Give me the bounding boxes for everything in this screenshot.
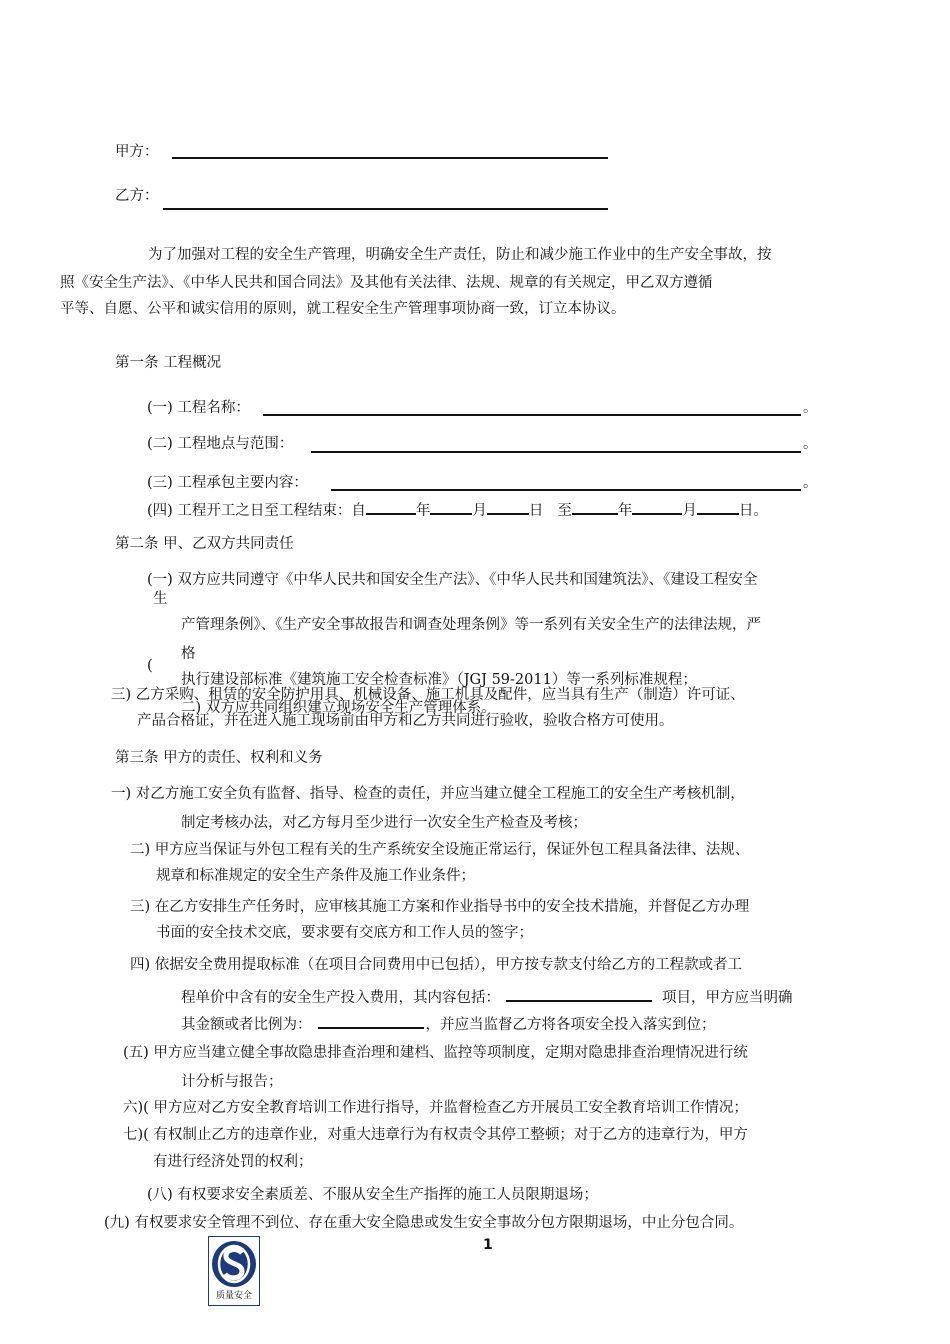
- year-label: 年: [415, 503, 431, 519]
- article3-item8-line1: (八) 有权要求安全素质差、不服从安全生产指挥的施工人员限期退场；: [147, 1187, 598, 1203]
- article3-item6-line1: 六)( 甲方应对乙方安全教育培训工作进行指导，并监督检查乙方开展员工安全教育培训工作情况；: [123, 1100, 748, 1116]
- article3-title: 第三条 甲方的责任、权利和义务: [115, 750, 323, 766]
- article1-item3: (三) 工程承包主要内容：: [147, 475, 308, 491]
- article3-item3-line1: 三) 在乙方安排生产任务时，应审核其施工方案和作业指导书中的安全技术措施，并督促乙方办理: [130, 899, 750, 915]
- page-number: 1: [483, 1237, 493, 1253]
- to-label: 至: [557, 503, 572, 519]
- article3-item5-line2: 计分析与报告；: [181, 1074, 283, 1090]
- start-day-blank[interactable]: [487, 499, 529, 515]
- article2-item2-paren: (: [147, 658, 153, 674]
- article2-item3-line2: 产品合格证，并在进入施工现场前由甲方和乙方共同进行验收，验收合格方可使用。: [137, 713, 674, 729]
- article1-item4: [147, 499, 768, 521]
- end-month-blank[interactable]: [632, 499, 682, 515]
- party-a-label: 甲方：: [115, 144, 159, 160]
- article2-item3-line1: 三) 乙方采购、租赁的安全防护用具、机械设备、施工机具及配件，应当具有生产（制造）许可证、: [111, 687, 745, 703]
- party-b-label: 乙方：: [115, 188, 159, 204]
- end-mark-1: 。: [803, 400, 818, 416]
- month-label-2: 月: [682, 503, 697, 519]
- month-label: 月: [472, 503, 487, 519]
- article2-item1-line3: 执行建设部标准《建筑施工安全检查标准》（JGJ 59-2011）等一系列标准规程；: [181, 672, 697, 688]
- party-b-blank[interactable]: [163, 208, 608, 210]
- party-a-blank[interactable]: [172, 157, 608, 159]
- article2-title: 第二条 甲、乙双方共同责任: [115, 536, 294, 552]
- article3-item2-line1: 二) 甲方应当保证与外包工程有关的生产系统安全设施正常运行，保证外包工程具备法律、法规、: [130, 842, 750, 858]
- item4-line3b: ，并应当监督乙方将各项安全投入落实到位；: [425, 1017, 716, 1033]
- intro-line-3: 平等、自愿、公平和诚实信用的原则，就工程安全生产管理事项协商一致，订立本协议。: [60, 301, 626, 317]
- article3-item3-line2: 书面的安全技术交底，要求要有交底方和工作人员的签字；: [156, 925, 533, 941]
- end-mark-2: 。: [803, 436, 818, 452]
- article3-item1-line1: 一) 对乙方施工安全负有监督、指导、检查的责任，并应当建立健全工程施工的安全生产考核机制，: [111, 786, 745, 802]
- intro-line-1: 为了加强对工程的安全生产管理，明确安全生产责任，防止和减少施工作业中的生产安全事故，按: [148, 247, 772, 263]
- article3-item1-line2: 制定考核办法，对乙方每月至少进行一次安全生产检查及考核；: [181, 815, 587, 831]
- intro-line-2: 照《安全生产法》、《中华人民共和国合同法》及其他有关法律、法规、规章的有关规定，甲乙双方遵循: [60, 275, 713, 291]
- end-mark-3: 。: [803, 475, 818, 491]
- article2-item1-line2: 产管理条例》、《生产安全事故报告和调查处理条例》等一系列有关安全生产的法律法规，严: [181, 617, 761, 633]
- article2-item1-line1: (一) 双方应共同遵守《中华人民共和国安全生产法》、《中华人民共和国建筑法》、《建设工程安全: [147, 572, 758, 588]
- item4-line2b: 项目，甲方应当明确: [662, 990, 793, 1006]
- project-location-blank[interactable]: [311, 451, 801, 453]
- quality-safety-logo: [208, 1236, 260, 1306]
- end-day-blank[interactable]: [697, 499, 739, 515]
- day-label: 日: [528, 503, 544, 519]
- article3-item9-line1: (九) 有权要求安全管理不到位、存在重大安全隐患或发生安全事故分包方限期退场，中止分包合同。: [104, 1215, 744, 1231]
- project-name-blank[interactable]: [263, 414, 801, 416]
- article1-title: 第一条 工程概况: [115, 355, 222, 371]
- article3-item7-line1: 七)( 有权制止乙方的违章作业，对重大违章行为有权责令其停工整顿；对于乙方的违章行为，甲方: [123, 1127, 748, 1143]
- amount-ratio-blank[interactable]: [318, 1013, 424, 1029]
- day-end-label: 日。: [738, 503, 768, 519]
- article2-item2-line1: 二) 双方应共同组织建立现场安全生产管理体系。: [181, 700, 496, 716]
- article2-item1-line2b: 格: [181, 646, 196, 662]
- article3-item7-line2: 有进行经济处罚的权利；: [153, 1154, 313, 1170]
- project-content-blank[interactable]: [331, 489, 801, 491]
- start-month-blank[interactable]: [430, 499, 472, 515]
- article3-item4-line3: [181, 1013, 716, 1035]
- item4-line2a: 程单价中含有的安全生产投入费用，其内容包括：: [181, 990, 500, 1006]
- article3-item4-line1: 四) 依据安全费用提取标准（在项目合同费用中已包括），甲方按专款支付给乙方的工程款或者工: [130, 957, 743, 973]
- end-year-blank[interactable]: [572, 499, 618, 515]
- article2-item1-line1b: 生: [153, 591, 168, 607]
- article1-item1: (一) 工程名称：: [147, 400, 250, 416]
- article3-item2-line2: 规章和标准规定的安全生产条件及施工作业条件；: [156, 868, 475, 884]
- article3-item4-line2: [181, 986, 793, 1008]
- start-year-blank[interactable]: [366, 499, 416, 515]
- quality-safety-emblem-icon: [209, 1237, 259, 1289]
- article3-item5-line1: (五) 甲方应当建立健全事故隐患排查治理和建档、监控等项制度，定期对隐患排查治理情况进行统: [123, 1045, 748, 1061]
- item4-line3a: 其金额或者比例为：: [181, 1017, 312, 1033]
- year-label-2: 年: [617, 503, 633, 519]
- article1-item2: (二) 工程地点与范围：: [147, 436, 294, 452]
- logo-caption: 质量安全: [215, 1291, 252, 1301]
- item4-label: (四) 工程开工之日至工程结束：自: [147, 503, 366, 519]
- safety-items-blank[interactable]: [506, 986, 652, 1002]
